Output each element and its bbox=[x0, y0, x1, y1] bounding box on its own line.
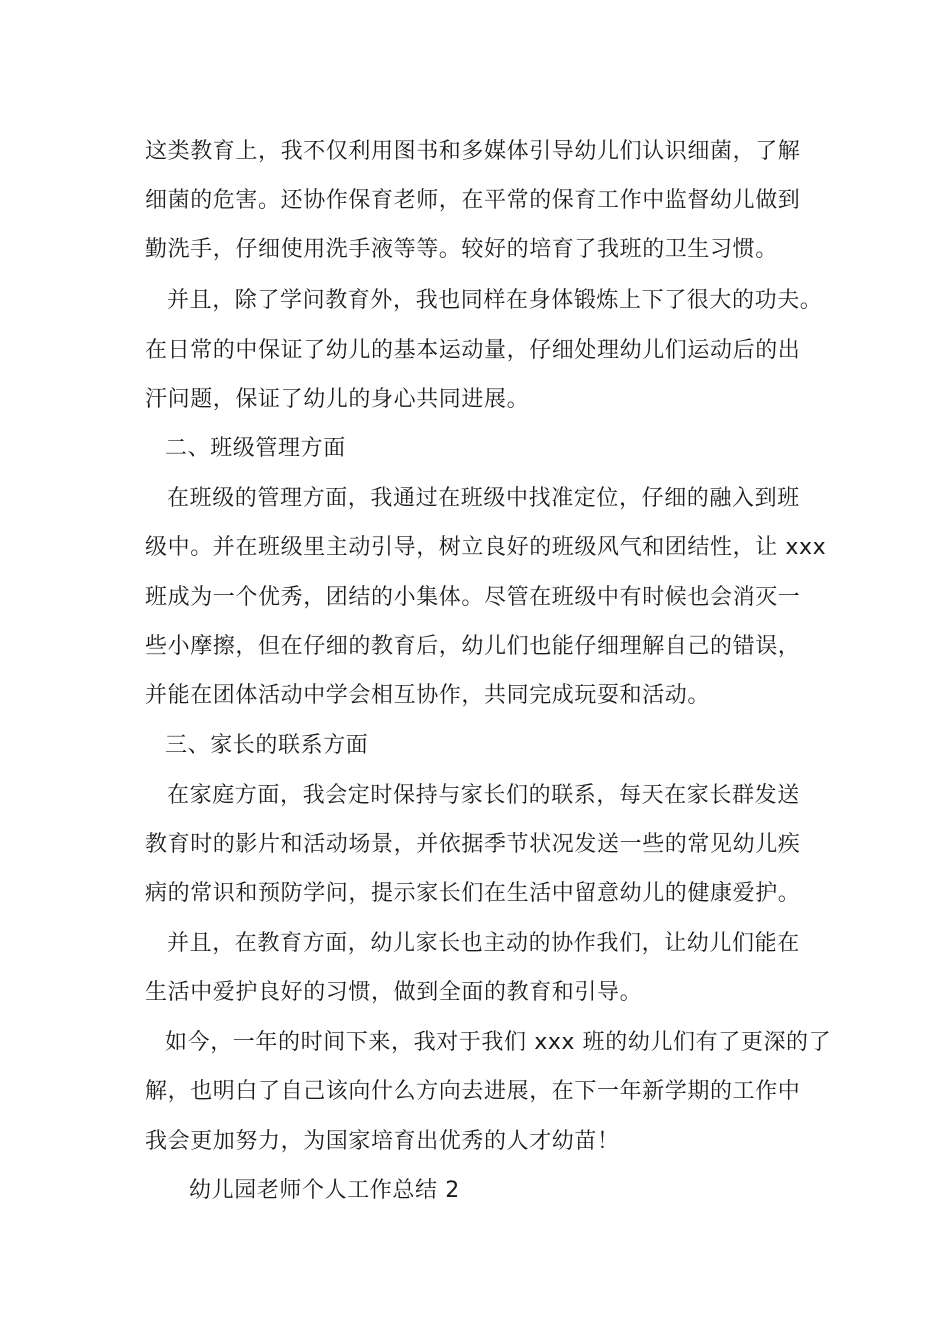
text-line: 在日常的中保证了幼儿的基本运动量，仔细处理幼儿们运动后的出 bbox=[145, 338, 801, 363]
text-line: 细菌的危害。还协作保育老师，在平常的保育工作中监督幼儿做到 bbox=[145, 188, 801, 213]
section-heading: 三、家长的联系方面 bbox=[165, 733, 369, 758]
text-line: 这类教育上，我不仅利用图书和多媒体引导幼儿们认识细菌，了解 bbox=[145, 139, 801, 164]
paragraph-first-line: 并且，在教育方面，幼儿家长也主动的协作我们，让幼儿们能在 bbox=[167, 931, 800, 956]
text-line: 生活中爱护良好的习惯，做到全面的教育和引导。 bbox=[145, 980, 643, 1005]
section-heading: 二、班级管理方面 bbox=[165, 436, 346, 461]
text-line: 些小摩擦，但在仔细的教育后，幼儿们也能仔细理解自己的错误， bbox=[145, 634, 801, 659]
text-line: 教育时的影片和活动场景，并依据季节状况发送一些的常见幼儿疾 bbox=[145, 832, 801, 857]
paragraph-first-line: 在家庭方面，我会定时保持与家长们的联系，每天在家长群发送 bbox=[167, 783, 800, 808]
text-line: 我会更加努力，为国家培育出优秀的人才幼苗！ bbox=[145, 1129, 620, 1154]
paragraph-first-line: 如今，一年的时间下来，我对于我们 xxx 班的幼儿们有了更深的了 bbox=[165, 1030, 832, 1055]
text-line: 汗问题，保证了幼儿的身心共同进展。 bbox=[145, 387, 530, 412]
document-title: 幼儿园老师个人工作总结 2 bbox=[189, 1178, 460, 1203]
text-line: 勤洗手，仔细使用洗手液等等。较好的培育了我班的卫生习惯。 bbox=[145, 237, 778, 262]
paragraph-first-line: 在班级的管理方面，我通过在班级中找准定位，仔细的融入到班 bbox=[167, 486, 800, 511]
text-line: 解，也明白了自己该向什么方向去进展，在下一年新学期的工作中 bbox=[145, 1079, 801, 1104]
text-line: 班成为一个优秀，团结的小集体。尽管在班级中有时候也会消灭一 bbox=[145, 585, 801, 610]
paragraph-first-line: 并且，除了学问教育外，我也同样在身体锻炼上下了很大的功夫。 bbox=[167, 288, 823, 313]
text-line: 病的常识和预防学问，提示家长们在生活中留意幼儿的健康爱护。 bbox=[145, 881, 801, 906]
text-line: 级中。并在班级里主动引导，树立良好的班级风气和团结性，让 xxx bbox=[145, 535, 827, 560]
text-line: 并能在团体活动中学会相互协作，共同完成玩耍和活动。 bbox=[145, 683, 711, 708]
